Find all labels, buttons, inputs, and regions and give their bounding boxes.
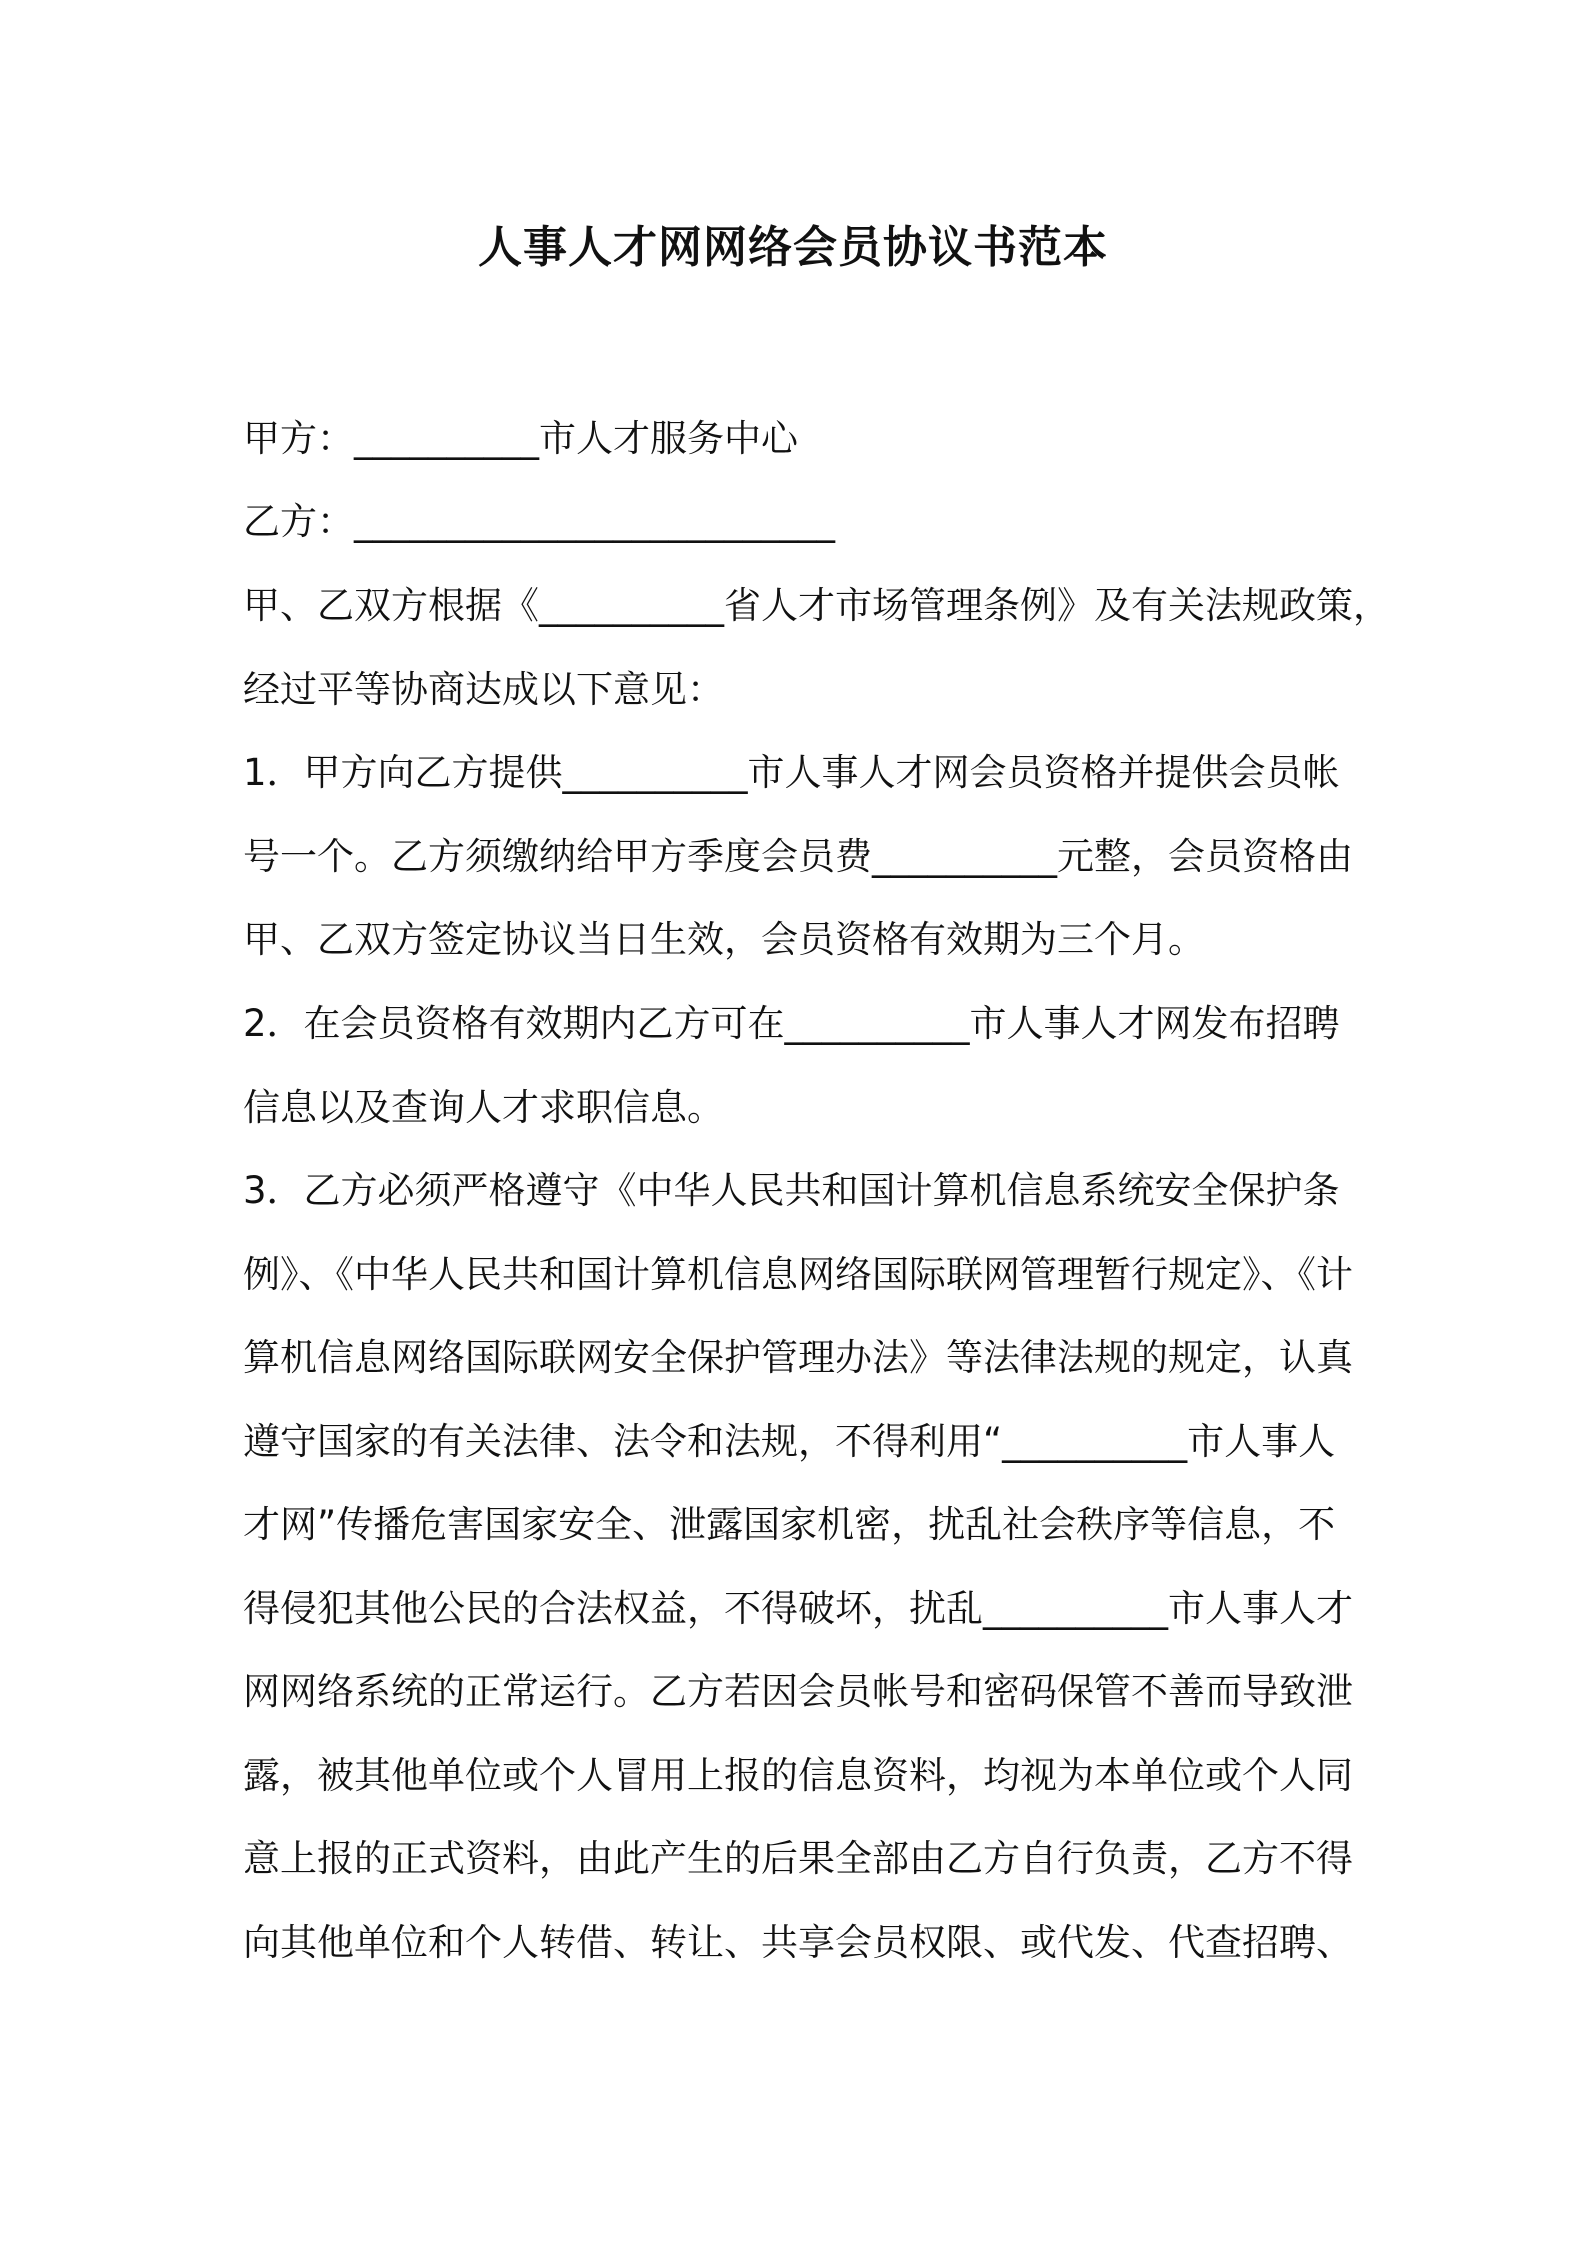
clause-3-line-6: 得侵犯其他公民的合法权益，不得破坏，扰乱__________市人事人才 xyxy=(243,1587,1353,1630)
clause-3-line-1: 3．乙方必须严格遵守《中华人民共和国计算机信息系统安全保护条 xyxy=(243,1169,1340,1212)
clause-1-line-1: 1．甲方向乙方提供__________市人事人才网会员资格并提供会员帐 xyxy=(243,751,1340,794)
document-title: 人事人才网网络会员协议书范本 xyxy=(478,222,1108,273)
clause-3-line-2: 例》、《中华人民共和国计算机信息网络国际联网管理暂行规定》、《计 xyxy=(243,1253,1353,1296)
clause-1-line-2: 号一个。乙方须缴纳给甲方季度会员费__________元整，会员资格由 xyxy=(243,835,1353,878)
clause-1-line-3: 甲、乙双方签定协议当日生效，会员资格有效期为三个月。 xyxy=(243,918,1205,961)
clause-3-line-7: 网网络系统的正常运行。乙方若因会员帐号和密码保管不善而导致泄 xyxy=(243,1670,1353,1713)
clause-3-line-8: 露，被其他单位或个人冒用上报的信息资料，均视为本单位或个人同 xyxy=(243,1754,1353,1797)
party-b-line: 乙方：__________________________ xyxy=(243,500,835,543)
intro-line-2: 经过平等协商达成以下意见： xyxy=(243,668,724,711)
clause-2-line-1: 2．在会员资格有效期内乙方可在__________市人事人才网发布招聘 xyxy=(243,1002,1340,1045)
clause-3-line-4: 遵守国家的有关法律、法令和法规，不得利用“__________市人事人 xyxy=(243,1420,1336,1463)
clause-2-line-2: 信息以及查询人才求职信息。 xyxy=(243,1086,724,1129)
intro-line-1: 甲、乙双方根据《__________省人才市场管理条例》及有关法规政策， xyxy=(243,584,1390,627)
clause-3-line-3: 算机信息网络国际联网安全保护管理办法》等法律法规的规定，认真 xyxy=(243,1336,1353,1379)
clause-3-line-5: 才网”传播危害国家安全、泄露国家机密，扰乱社会秩序等信息，不 xyxy=(243,1503,1336,1546)
clause-3-line-9: 意上报的正式资料，由此产生的后果全部由乙方自行负责，乙方不得 xyxy=(243,1837,1353,1880)
party-a-line: 甲方：__________市人才服务中心 xyxy=(243,417,798,460)
clause-3-line-10: 向其他单位和个人转借、转让、共享会员权限、或代发、代查招聘、 xyxy=(243,1921,1353,1964)
